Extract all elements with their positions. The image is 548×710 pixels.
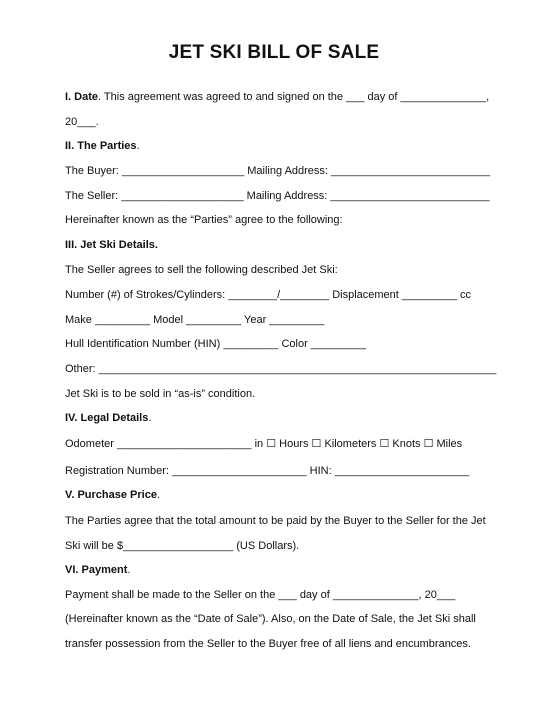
section-heading: II. The Parties: [65, 140, 137, 152]
line-text: Ski will be $__________________ (US Dollars).: [65, 540, 300, 552]
line-text: Number (#) of Strokes/Cylinders: ________/________ Displacement _________ cc: [65, 289, 472, 301]
line-text: (Hereinafter known as the “Date of Sale”). Also, on the Date of Sale, the Jet Ski shall: [65, 613, 476, 625]
date-line-2: [65, 115, 99, 129]
line-text: The Seller: ____________________ Mailing Address: __________________________: [65, 190, 490, 202]
buyer-line: [65, 164, 490, 178]
registration-line: [65, 464, 469, 478]
section-heading: V. Purchase Price: [65, 489, 157, 501]
odometer-line: [65, 437, 462, 451]
line-text: The Buyer: ____________________ Mailing Address: __________________________: [65, 165, 491, 177]
line-text: The Parties agree that the total amount to be paid by the Buyer to the Seller for the Jet: [65, 515, 486, 527]
line-text: Odometer ______________________ in ☐ Hours ☐ Kilometers ☐ Knots ☐ Miles: [65, 438, 463, 450]
payment-line-3: [65, 637, 471, 651]
legal-details-heading: [65, 411, 151, 425]
line-text: Registration Number: ______________________ HIN: ______________________: [65, 465, 470, 477]
payment-line-1: [65, 588, 455, 602]
jet-ski-details-heading: [65, 238, 158, 252]
purchase-price-line-2: [65, 539, 299, 553]
purchase-price-heading: [65, 488, 160, 502]
line-text: Jet Ski is to be sold in “as-is” condition.: [65, 388, 256, 400]
line-text: Hull Identification Number (HIN) _________ Color _________: [65, 338, 366, 350]
seller-line: [65, 189, 489, 203]
line-text: .: [148, 412, 152, 424]
document-title: JET SKI BILL OF SALE: [168, 42, 380, 63]
line-text: Payment shall be made to the Seller on the ___ day of ______________, 20___: [65, 589, 456, 601]
line-text: The Seller agrees to sell the following described Jet Ski:: [65, 264, 338, 276]
parties-heading: [65, 139, 140, 153]
section-heading: IV. Legal Details: [65, 412, 149, 424]
line-text: 20___.: [65, 116, 99, 128]
line-text: Hereinafter known as the “Parties” agree to the following:: [65, 214, 343, 226]
other-line: [65, 362, 496, 376]
line-text: . This agreement was agreed to and signed on the ___ day of ______________,: [98, 91, 490, 103]
strokes-cylinders-line: [65, 288, 471, 302]
line-text: Make _________ Model _________ Year _________: [65, 314, 325, 326]
date-line-1: [65, 90, 489, 104]
line-text: .: [127, 564, 131, 576]
section-heading: I. Date: [65, 91, 99, 103]
line-text: .: [156, 489, 160, 501]
as-is-line: [65, 387, 255, 401]
line-text: .: [136, 140, 140, 152]
parties-agreement-line: [65, 213, 343, 227]
section-heading: III. Jet Ski Details.: [65, 239, 158, 251]
payment-heading: [65, 563, 130, 577]
section-heading: VI. Payment: [65, 564, 128, 576]
hin-color-line: [65, 337, 366, 351]
make-model-year-line: [65, 313, 324, 327]
line-text: Other: _________________________________________________________________: [65, 363, 497, 375]
seller-agrees-line: [65, 263, 338, 277]
purchase-price-line-1: [65, 514, 486, 528]
line-text: transfer possession from the Seller to the Buyer free of all liens and encumbrances.: [65, 638, 471, 650]
payment-line-2: [65, 612, 476, 626]
